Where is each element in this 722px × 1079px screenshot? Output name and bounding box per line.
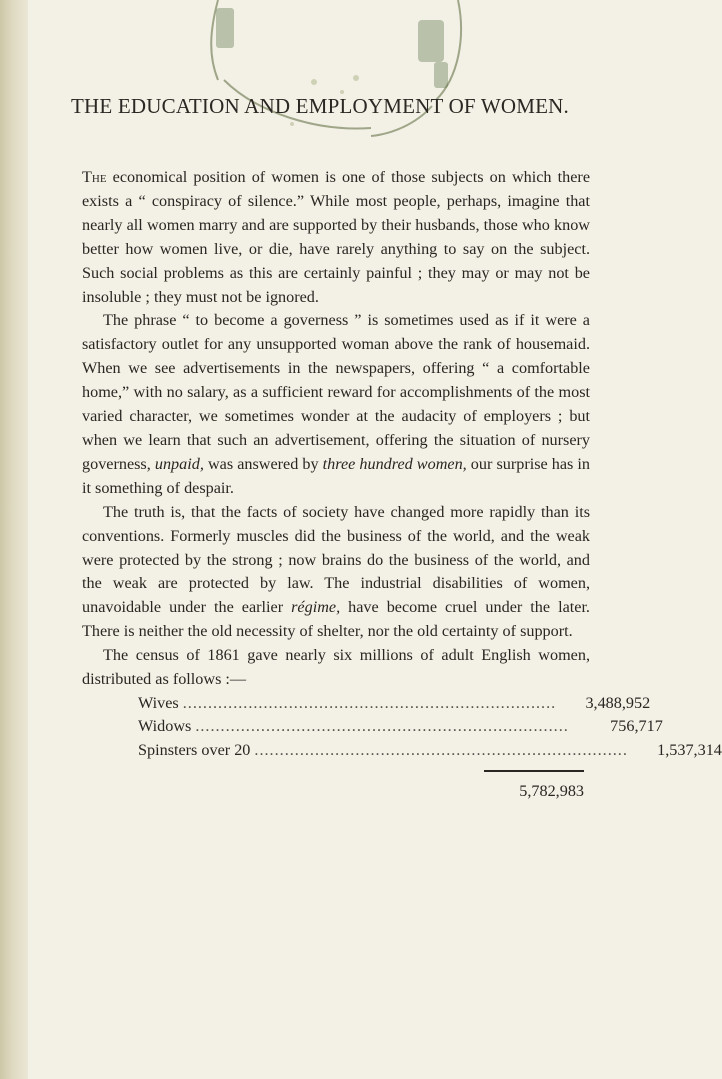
census-row [82,715,663,739]
paragraph-2 [82,309,590,500]
census-row-value: 1,537,314 [657,740,722,759]
leader-dots: .......................................................................... [182,693,557,712]
article-body [82,166,722,804]
census-row [82,739,722,763]
census-row-label: Widows [138,717,192,736]
paragraph-3-text-a: The truth is, that the facts of society have changed more rapidly than its conventions. Formerly muscles did the business of the world, and the weak were protected by the strong ; now brains do the business of the world, and the weak are protected by law. The industrial disabilities of women, unavoidable under the earlier [82,502,590,617]
page-binding-edge [0,0,28,1079]
census-row-label: Wives [138,693,179,712]
census-row-value: 3,488,952 [585,693,651,712]
leader-dots: .......................................................................... [195,717,569,736]
paragraph-2-italic-2: three hundred women, [322,454,467,473]
library-stamp-icon [196,0,466,150]
paragraph-2-text-a: The phrase “ to become a governess ” is sometimes used as if it were a satisfactory outlet for any unsupported woman above the rank of housemaid. When we see advertisements in the newspapers, offering “ a comfortable home,” with no salary, as a sufficient reward for accomplishments of the most varied character, we sometimes wonder at the audacity of employers ; but when we learn that such an advertisement, offering the situation of nursery governess, [82,311,590,473]
paragraph-4: The census of 1861 gave nearly six millions of adult English women, distributed as follows :— [82,646,590,689]
paragraph-1 [82,166,590,309]
census-row-value: 756,717 [610,717,663,736]
leader-dots: .......................................................................... [254,740,628,759]
paragraph-2-italic-1: unpaid, [154,454,204,473]
paragraph-2-text-b: was answered by [203,454,323,473]
paragraph-3 [82,501,590,644]
paragraph-1-text: economical position of women is one of those subjects on which there exists a “ conspiracy of silence.” While most people, perhaps, imagine that nearly all women marry and are supported by their husbands, those who know better how women live, or die, have rarely anything to say on the subject. Such social problems as this are certainly painful ; they may or may not be insoluble ; they must not be ignored. [82,168,590,306]
paragraph-2-text-c: our surprise has in it something of despair. [82,454,591,497]
paragraph-1-lead: The [82,168,107,186]
sum-rule [484,770,584,772]
page-title: THE EDUCATION AND EMPLOYMENT OF WOMEN. [71,94,569,118]
paragraph-3-text-b: have become cruel under the later. There is neither the old necessity of shelter, nor the old certainty of support. [82,598,590,641]
paragraph-3-italic-1: régime, [291,598,341,617]
census-total: 5,782,983 [519,782,584,801]
census-table [82,692,722,804]
census-row-label: Spinsters over 20 [138,740,251,759]
census-row [82,692,651,716]
